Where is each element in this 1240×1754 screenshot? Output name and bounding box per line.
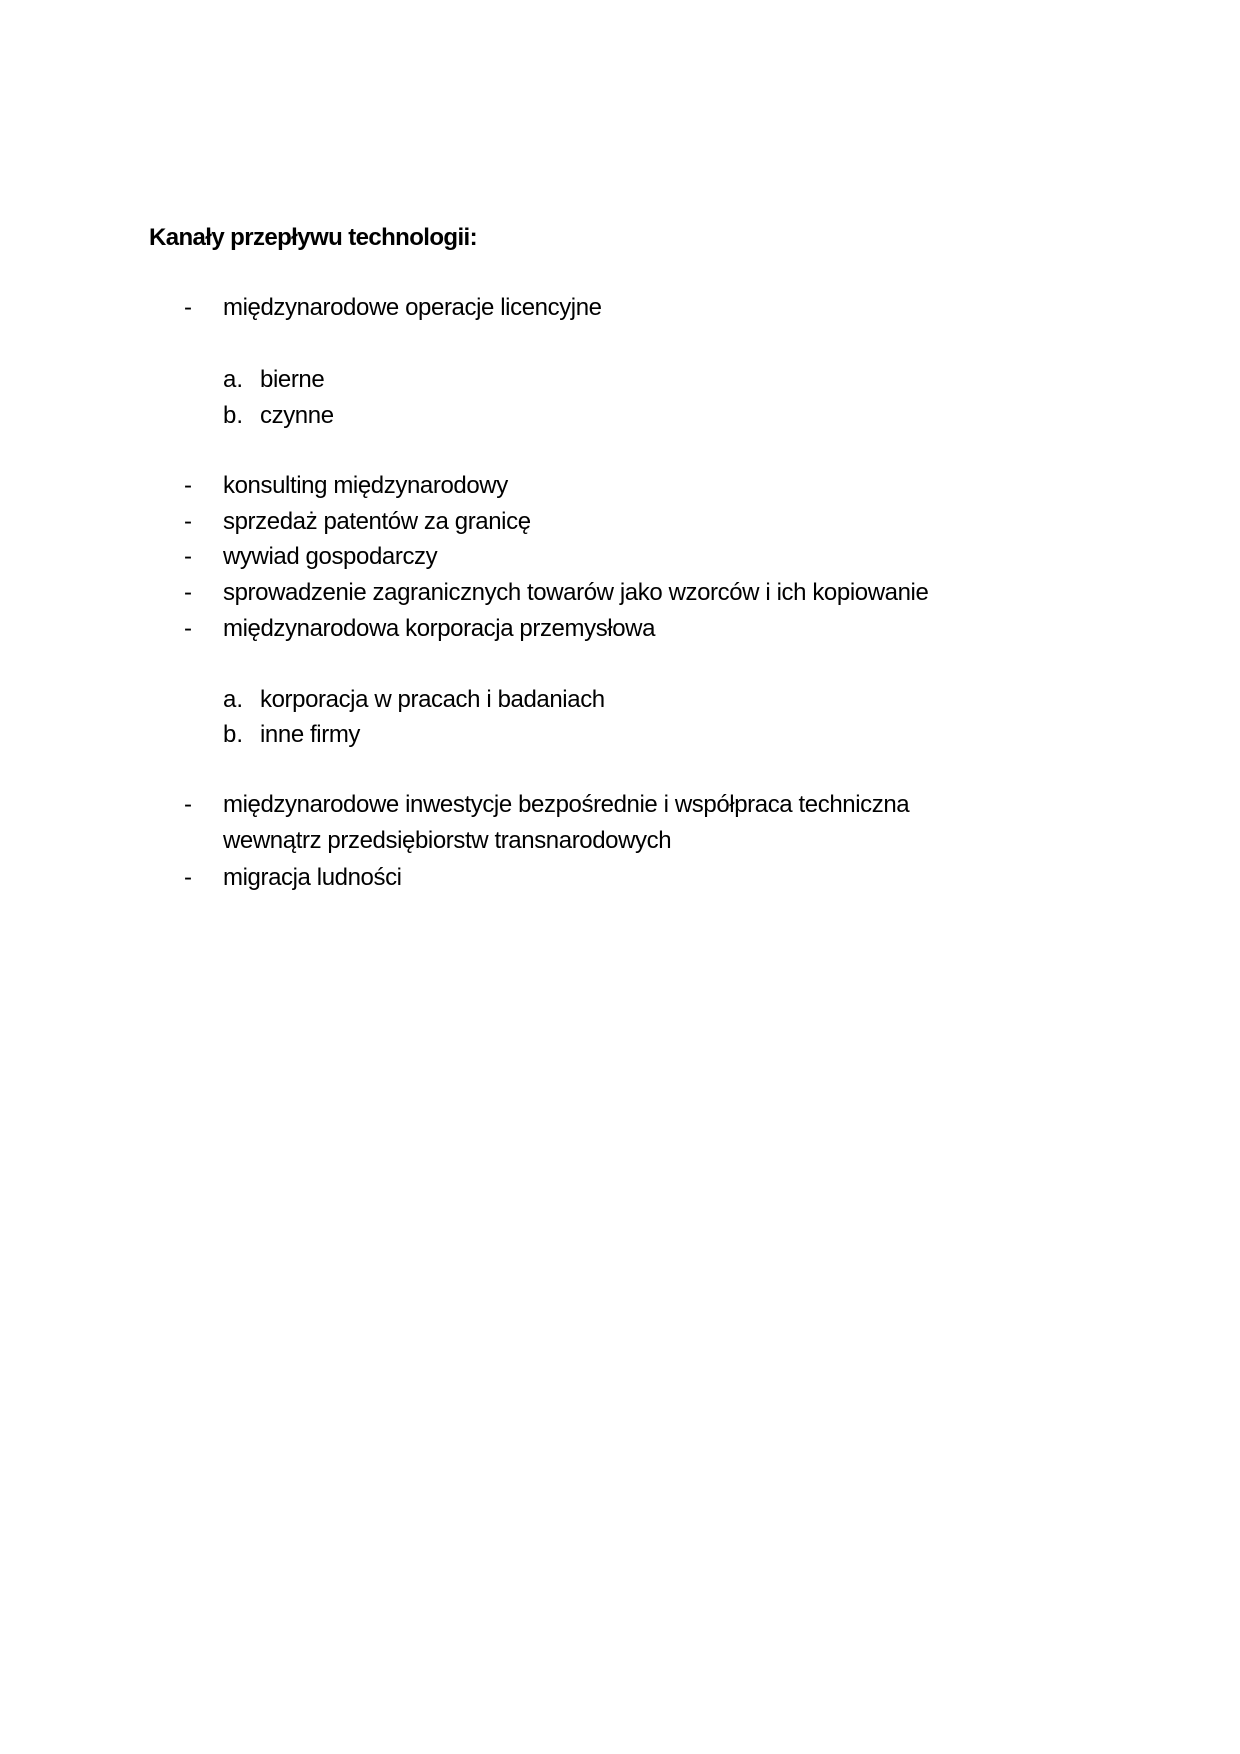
sublist-item: bierne [260, 366, 325, 393]
list-item: konsulting międzynarodowy [223, 472, 508, 499]
bullet-dash: - [184, 791, 192, 818]
list-item: międzynarodowe inwestycje bezpośrednie i współpraca techniczna [223, 791, 910, 818]
list-item-continuation: wewnątrz przedsiębiorstw transnarodowych [223, 827, 672, 854]
heading: Kanały przepływu technologii: [149, 224, 477, 251]
bullet-dash: - [184, 864, 192, 891]
sublist-letter: a. [223, 366, 244, 393]
bullet-dash: - [184, 472, 192, 499]
list-item: wywiad gospodarczy [223, 543, 438, 570]
list-item: migracja ludności [223, 864, 402, 891]
bullet-dash: - [184, 508, 192, 535]
list-item: międzynarodowe operacje licencyjne [223, 294, 602, 321]
sublist-letter: a. [223, 686, 244, 713]
sublist-letter: b. [223, 721, 244, 748]
sublist-item: inne firmy [260, 721, 361, 748]
bullet-dash: - [184, 294, 192, 321]
list-item: sprowadzenie zagranicznych towarów jako wzorców i ich kopiowanie [223, 579, 929, 606]
sublist-item: korporacja w pracach i badaniach [260, 686, 605, 713]
list-item: międzynarodowa korporacja przemysłowa [223, 615, 656, 642]
sublist-letter: b. [223, 402, 244, 429]
bullet-dash: - [184, 615, 192, 642]
bullet-dash: - [184, 579, 192, 606]
list-item: sprzedaż patentów za granicę [223, 508, 531, 535]
sublist-item: czynne [260, 402, 334, 429]
bullet-dash: - [184, 543, 192, 570]
